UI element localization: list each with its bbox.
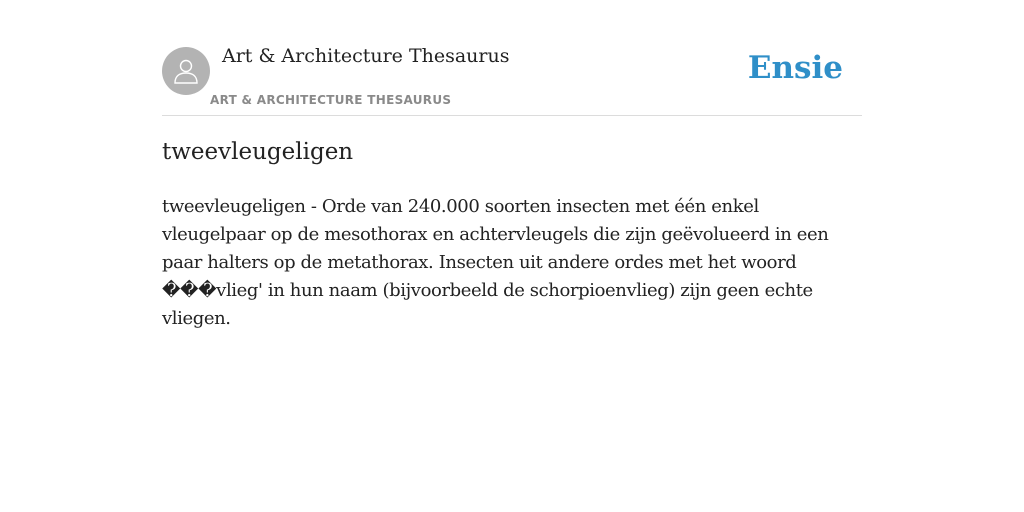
ensie-logo[interactable]: Ensie xyxy=(747,50,843,86)
author-name[interactable]: Art & Architecture Thesaurus xyxy=(222,45,510,67)
author-avatar[interactable] xyxy=(162,47,210,95)
article-body: tweevleugeligen - Orde van 240.000 soorten insecten met één enkel vleugelpaar op de mesothorax en achtervleugels die zijn geëvolueerd in een paar halters op de metathorax. Insecten uit andere ordes met het woord ���vlieg' in hun naam (bijvoorbeeld de schorpioenvlieg) zijn geen echte vliegen. xyxy=(162,196,829,329)
user-silhouette-icon xyxy=(172,57,200,85)
content-container xyxy=(162,0,862,329)
article-title: tweevleugeligen xyxy=(162,139,354,165)
header xyxy=(162,0,862,116)
author-subtitle[interactable]: ART & ARCHITECTURE THESAURUS xyxy=(210,93,452,107)
